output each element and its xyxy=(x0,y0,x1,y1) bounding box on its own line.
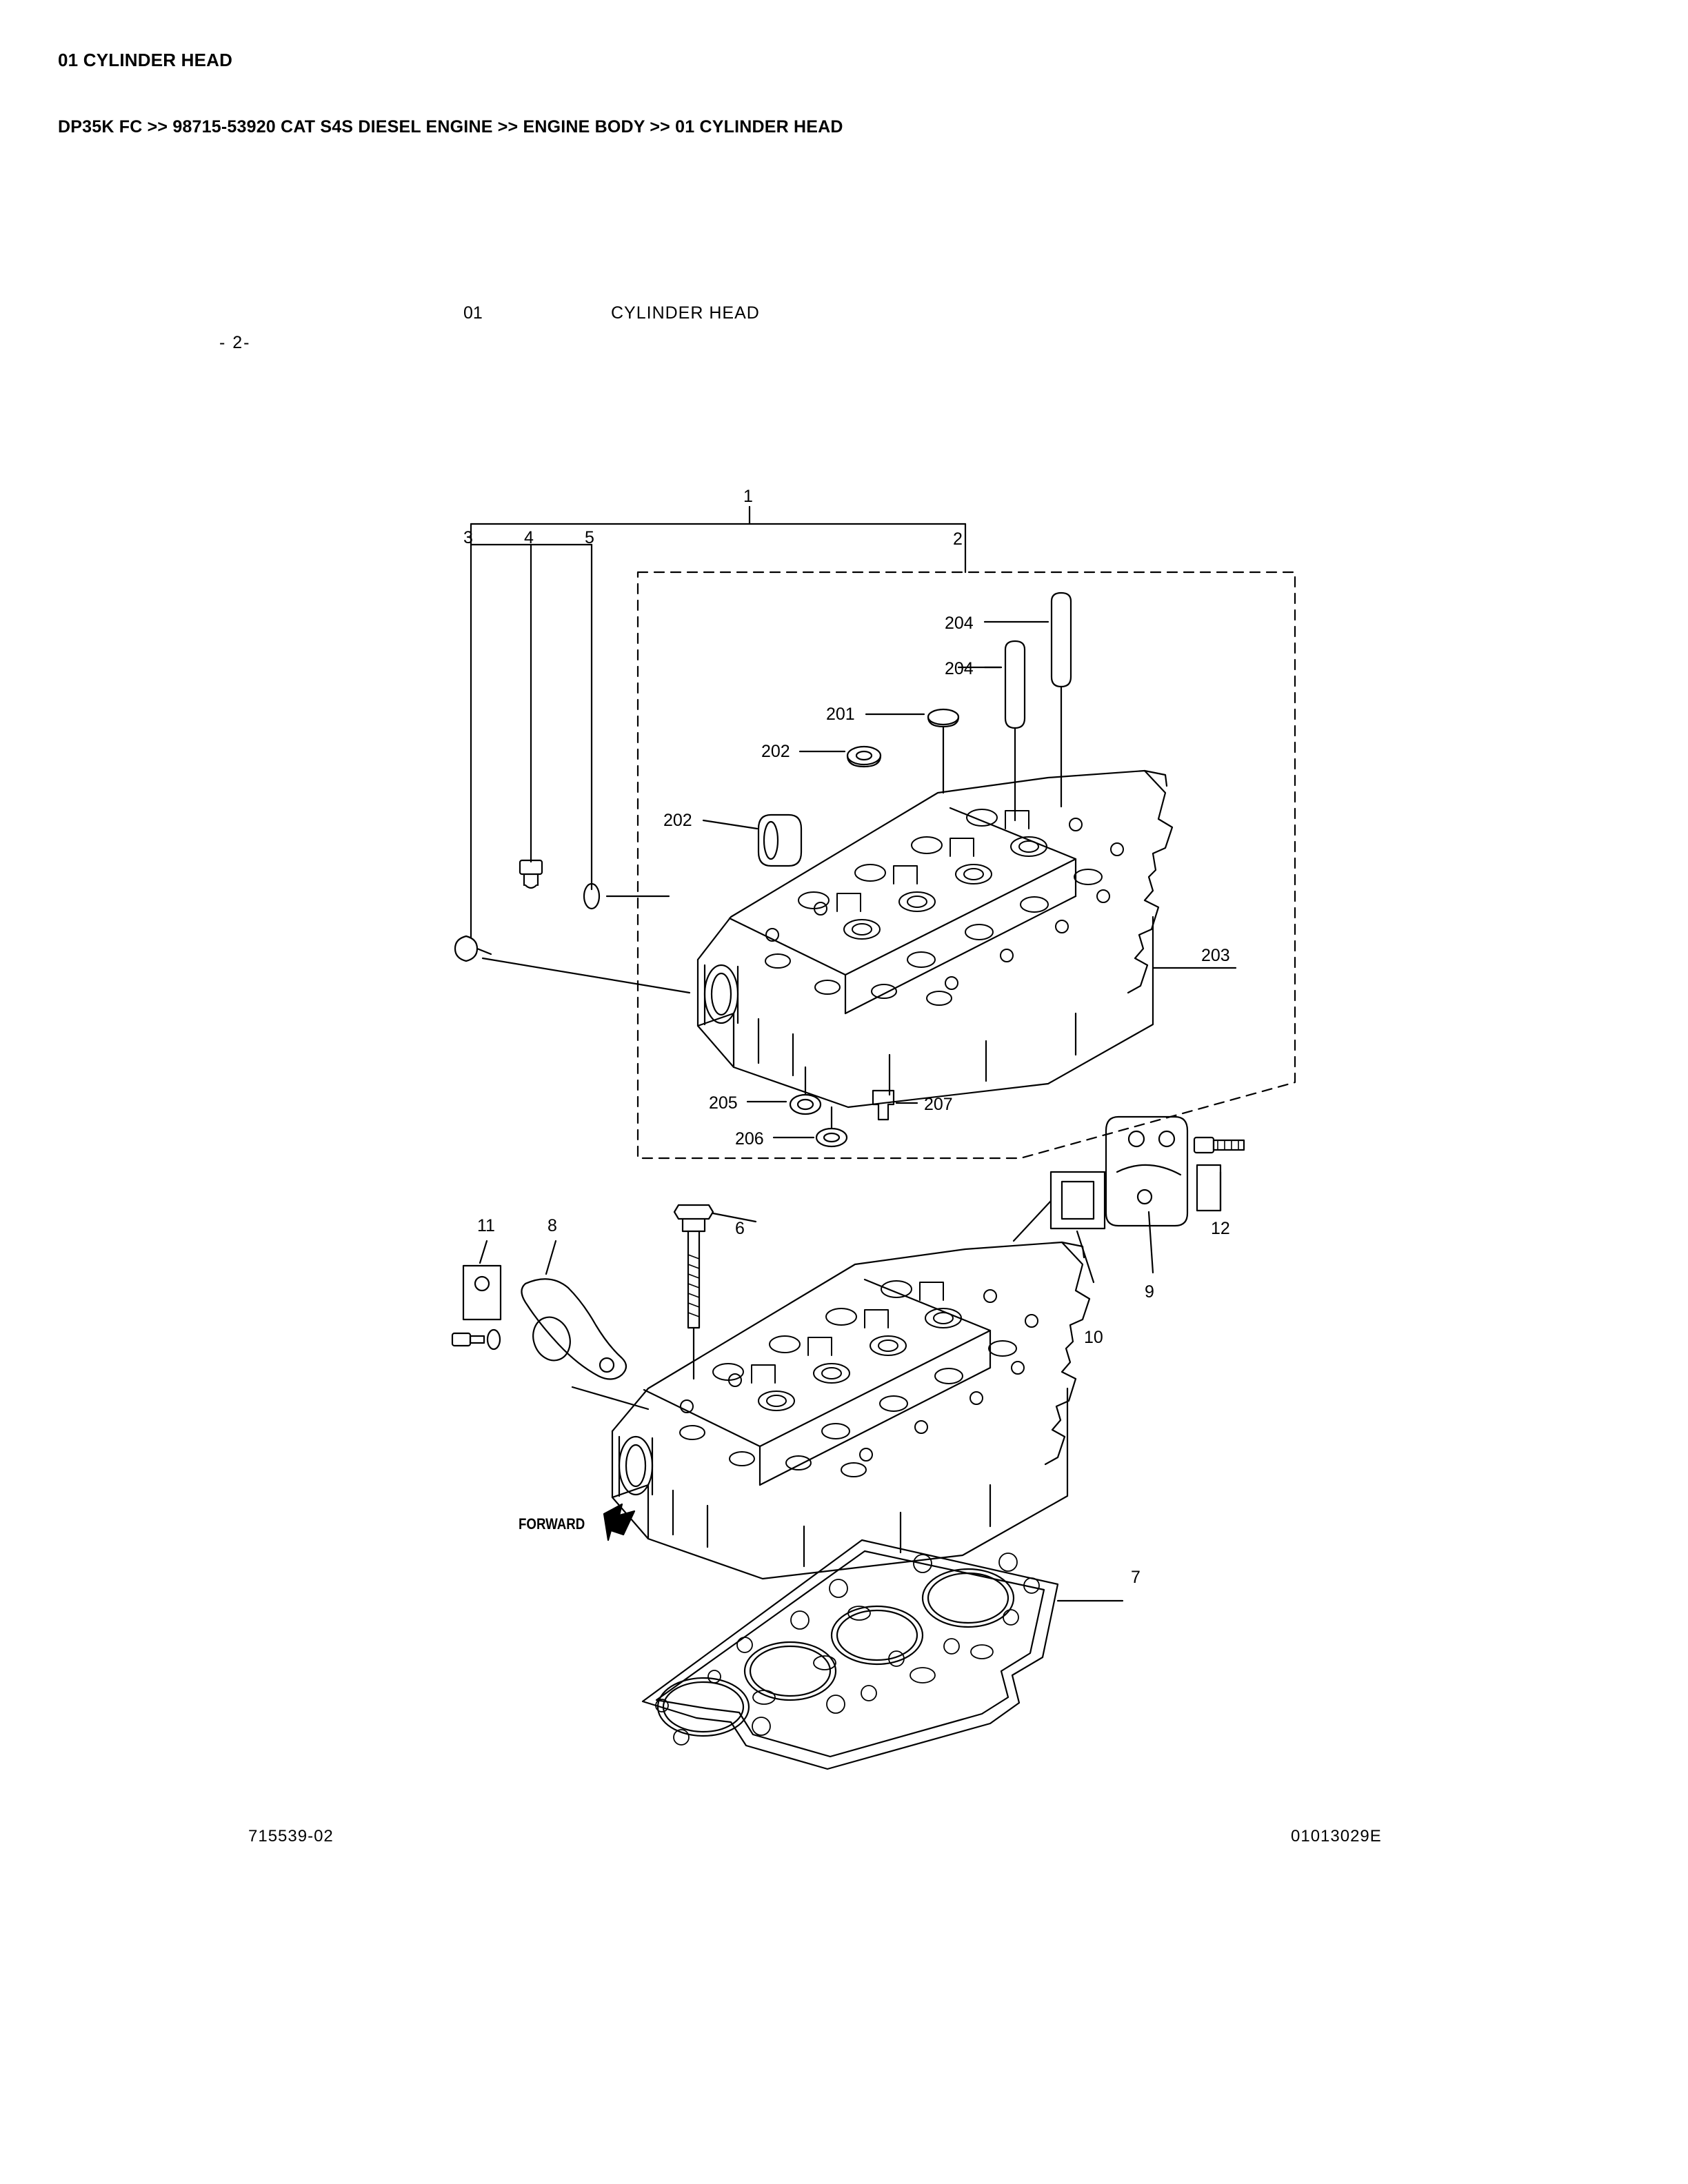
callout-bracket-1 xyxy=(471,507,965,545)
callout-10: 10 xyxy=(1084,1328,1103,1347)
forward-direction-label: FORWARD xyxy=(519,1515,585,1533)
footer-left-code: 715539-02 xyxy=(248,1827,334,1846)
breadcrumb: DP35K FC >> 98715-53920 CAT S4S DIESEL ENGINE >> ENGINE BODY >> 01 CYLINDER HEAD xyxy=(58,117,843,136)
callout-2: 2 xyxy=(953,529,963,549)
callout-11: 11 xyxy=(477,1216,495,1235)
part-201-valve-seal xyxy=(928,709,958,727)
page-marker: - 2- xyxy=(219,333,251,352)
part-207-plug xyxy=(873,1091,894,1120)
part-10-to-head xyxy=(1014,1201,1051,1241)
diagram-section-name: CYLINDER HEAD xyxy=(611,303,760,323)
part-206-ring xyxy=(816,1129,847,1146)
part-3-dowel xyxy=(455,936,491,961)
page-title: 01 CYLINDER HEAD xyxy=(58,50,233,70)
callout-206: 206 xyxy=(735,1129,764,1149)
callout-9: 9 xyxy=(1145,1282,1154,1302)
part-12-bolt xyxy=(1194,1138,1244,1211)
callout-207: 207 xyxy=(924,1095,953,1114)
part-202-cup-plug xyxy=(758,815,801,866)
small-parts-leader-lines xyxy=(483,896,690,993)
callout-1: 1 xyxy=(743,487,753,506)
part-11-bolt xyxy=(452,1330,500,1349)
part-205-washer xyxy=(790,1095,821,1114)
part-8-bracket xyxy=(521,1241,626,1379)
callout-5: 5 xyxy=(585,528,594,547)
forward-arrow xyxy=(604,1504,634,1540)
part-11-plate xyxy=(463,1241,501,1320)
part-7-head-gasket xyxy=(643,1540,1058,1769)
callout-203: 203 xyxy=(1201,946,1230,965)
part-202-ring-small xyxy=(847,747,881,767)
cylinder-head-lower xyxy=(612,1242,1089,1579)
callout-204-a: 204 xyxy=(945,614,974,633)
part-9-bracket-plate xyxy=(1106,1117,1187,1226)
footer-right-code: 01013029E xyxy=(1291,1827,1382,1846)
callout-204-b: 204 xyxy=(945,659,974,678)
callout-3: 3 xyxy=(463,528,473,547)
part-8-leader xyxy=(572,1387,648,1409)
callout-202-b: 202 xyxy=(663,811,692,830)
diagram-section-number: 01 xyxy=(463,303,483,323)
part-204-valve-guides xyxy=(1005,593,1071,820)
callout-6-leader xyxy=(713,1213,756,1222)
callout-4: 4 xyxy=(524,528,534,547)
callout-205: 205 xyxy=(709,1093,738,1113)
part-4-stud xyxy=(520,860,542,888)
callout-202-a: 202 xyxy=(761,742,790,761)
callout-leaders-345 xyxy=(471,545,592,938)
cylinder-head-upper xyxy=(698,771,1172,1107)
callout-6: 6 xyxy=(735,1219,745,1238)
callout-12: 12 xyxy=(1211,1219,1230,1238)
callout-201: 201 xyxy=(826,705,855,724)
callout-labels xyxy=(463,487,1230,1587)
part-10-gasket-plate xyxy=(1051,1172,1105,1228)
callout-9-leader xyxy=(1149,1212,1153,1273)
callout-202b-leader xyxy=(703,820,757,829)
callout-8: 8 xyxy=(547,1216,557,1235)
callout-7: 7 xyxy=(1131,1568,1141,1587)
